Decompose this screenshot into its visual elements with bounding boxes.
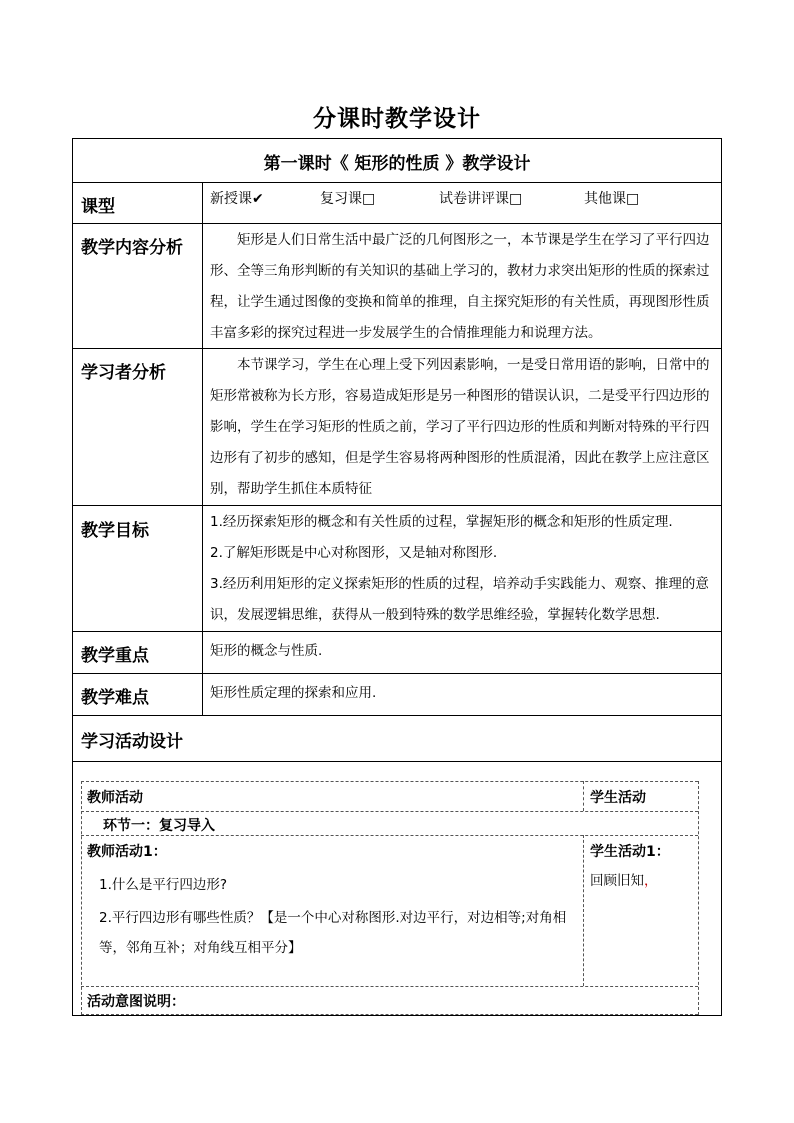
section-title: 环节一：复习导入: [103, 818, 215, 834]
course-type-new: 新授课✔: [210, 191, 264, 207]
activity-intent-label: 活动意图说明：: [87, 994, 185, 1010]
student-activity-header: 学生活动: [590, 790, 646, 806]
content-analysis-text: 矩形是人们日常生活中最广泛的几何图形之一，本节课是学生在学习了平行四边形、全等三角形判断的有关知识的基础上学习的，教材力求突出矩形的性质的探索过程，让学生通过图像的变换和简单的推理，自主探究矩形的有关性质，再现图形性质丰富多彩的探究过程进一步发展学生的合情推理能力和说理方法。: [210, 232, 710, 341]
course-type-review: 复习课□: [320, 191, 376, 207]
course-type-other: 其他课□: [584, 191, 640, 207]
teacher-question-2: 2.平行四边形有哪些性质？【是一个中心对称图形.对边平行，对边相等;对角相等，邻角互补；对角线互相平分】: [99, 910, 567, 956]
lesson-title: 第一课时《 矩形的性质 》教学设计: [263, 154, 531, 174]
key-points-text: 矩形的概念与性质.: [210, 643, 323, 659]
student-activity-text: 回顾旧知，: [590, 873, 658, 889]
teacher-question-1: 1.什么是平行四边形?: [99, 877, 228, 893]
course-type-label: 课型: [81, 197, 115, 217]
content-analysis-label: 教学内容分析: [81, 238, 183, 258]
objectives-list: [210, 507, 715, 631]
objective-item: 2.了解矩形既是中心对称图形，又是轴对称图形.: [210, 545, 498, 561]
objective-item: 3.经历利用矩形的定义探索矩形的性质的过程，培养动手实践能力、观察、推理的意识，发展逻辑思维，获得从一般到特殊的数学思维经验，掌握转化数学思想.: [210, 576, 709, 623]
difficulties-label: 教学难点: [81, 688, 149, 708]
activity-design-label: 学习活动设计: [81, 732, 183, 752]
teacher-activity-header: 教师活动: [87, 790, 143, 806]
key-points-label: 教学重点: [81, 646, 149, 666]
course-type-exam-review: 试卷讲评课□: [439, 191, 523, 207]
teacher-activity-title: 教师活动1：: [87, 844, 167, 860]
student-activity-mark: ，: [644, 873, 658, 889]
doc-title: 分课时教学设计: [313, 106, 481, 132]
activity-table: [81, 781, 698, 1015]
learner-analysis-text: 本节课学习，学生在心理上受下列因素影响，一是受日常用语的影响，日常中的矩形常被称为长方形，容易造成矩形是另一种图形的错误认识，二是受平行四边形的影响，学生在学习矩形的性质之前，学习了平行四边形的性质和判断对特殊的平行四边形有了初步的感知，但是学生容易将两种图形的性质混淆，因此在教学上应注意区别，帮助学生抓住本质特征: [210, 357, 710, 497]
difficulties-text: 矩形性质定理的探索和应用.: [210, 685, 377, 701]
learner-analysis-label: 学习者分析: [81, 363, 166, 383]
objectives-label: 教学目标: [81, 521, 149, 541]
lesson-design-table: [72, 138, 722, 1016]
student-activity-title: 学生活动1：: [590, 844, 670, 860]
objective-item: 1.经历探索矩形的概念和有关性质的过程，掌握矩形的概念和矩形的性质定理.: [210, 514, 673, 530]
